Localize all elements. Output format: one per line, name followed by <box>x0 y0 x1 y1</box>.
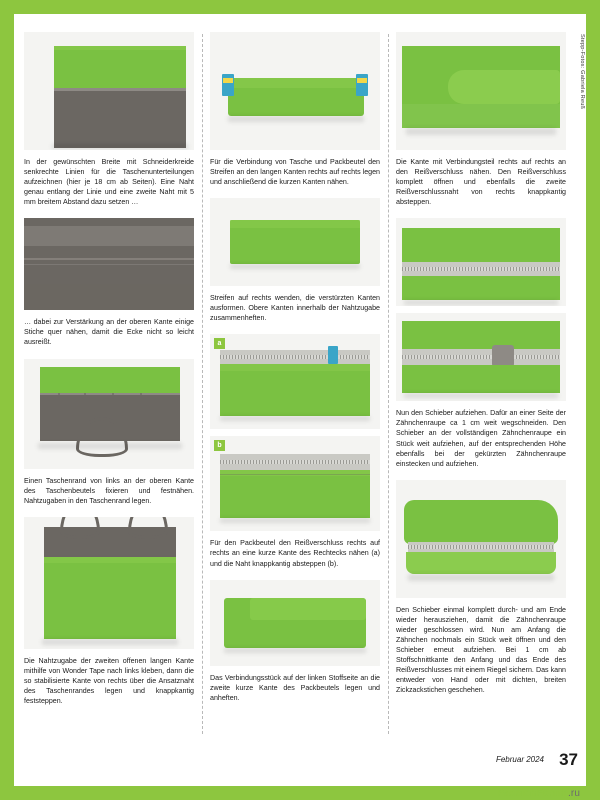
zipper-slider-icon <box>492 345 514 367</box>
photo-zipper-detail-top <box>396 218 566 306</box>
photo-strip-turned <box>210 198 380 286</box>
caption-2: … dabei zur Verstärkung an der oberen Kante einige Stiche quer nähen, damit die Ecke nicht so leicht ausreißt. <box>24 318 194 347</box>
caption-5: Für die Verbindung von Tasche und Packbeutel den Streifen an den langen Kanten rechts auf rechts legen und anschließend die kurzen Kanten nähen. <box>210 158 380 187</box>
page-border-left <box>0 0 14 800</box>
page-border-right <box>586 0 600 800</box>
photo-rolled-bag <box>396 32 566 150</box>
column-2 <box>210 32 380 714</box>
photo-connection-piece <box>210 580 380 666</box>
column-divider-2 <box>388 34 389 734</box>
photo-reinforcement-stitch <box>24 218 194 310</box>
photo-pocket-strip-pinned <box>24 359 194 469</box>
photo-zipper-detail-bottom <box>396 313 566 401</box>
photo-wonder-tape-bag <box>24 517 194 649</box>
step-badge-a: a <box>214 338 225 349</box>
column-3 <box>396 32 566 706</box>
photo-strip-clipped <box>210 32 380 150</box>
caption-7: Für den Packbeutel den Reißverschluss rechts auf rechts an eine kurze Kante des Rechtecks nähen (a) und die Naht knappkantig absteppen (b). <box>210 539 380 568</box>
caption-4: Die Nahtzugabe der zweiten offenen langen Kante mithilfe von Wonder Tape nach links kleben, dann die so stabilisierte Kante von rechts über die Ansatznaht des Taschenrandes legen und knappkantig feststeppen. <box>24 656 194 705</box>
issue-date: Februar 2024 <box>495 755 544 764</box>
brand-tld: .ru <box>568 788 580 799</box>
photo-zipper-step-b <box>210 436 380 531</box>
photo-zipper-step-a <box>210 334 380 429</box>
caption-3: Einen Taschenrand von links an der oberen Kante des Taschenbeutels fixieren und festnähen. Nahtzugaben in den Taschenrand legen. <box>24 476 194 505</box>
column-divider-1 <box>202 34 203 734</box>
page-number: 37 <box>559 750 578 769</box>
step-badge-b: b <box>214 440 225 451</box>
brand-watermark <box>497 788 580 799</box>
photo-fabric-marking <box>24 32 194 150</box>
caption-11: Den Schieber einmal komplett durch- und am Ende wieder herausziehen, damit die Zähnchenraupe wieder geschlossen wird. Nun am Anfang die Zähnchen nochmals ein Stück weit öffnen und den Schieber erneut aufziehen. Bei 1 cm ab Stoffschnittkante den Anfang und das Ende des Reißverschlusses mit einem Riegel sichern. Das kann entweder von Hand oder mit dichten, breiten Zickzackstichen geschehen. <box>396 605 566 695</box>
caption-8: Das Verbindungsstück auf der linken Stoffseite an die zweite kurze Kante des Packbeutels legen und anheften. <box>210 673 380 702</box>
caption-10: Nun den Schieber aufziehen. Dafür an einer Seite der Zähnchenraupe ca 1 cm weit wegschneiden. Den Schieber an der vollständigen Zähnchenraupe ein Stück weit aufziehen, auf der entsprechenden Höhe ebenfalls bei der gekürzten Zähnchenraupe einstecken und aufziehen. <box>396 409 566 468</box>
page-border-top <box>0 0 600 14</box>
caption-9: Die Kante mit Verbindungsteil rechts auf rechts an den Reißverschluss nähen. Den Reißverschluss komplett öffnen und ebenfalls die zweite Reißverschlussnaht von rechts knappkantig absteppen. <box>396 158 566 207</box>
caption-6: Streifen auf rechts wenden, die verstürzten Kanten ausformen. Obere Kanten innerhalb der Nahtzugabe zusammenheften. <box>210 294 380 323</box>
photo-finished-pouch <box>396 480 566 598</box>
caption-1: In der gewünschten Breite mit Schneiderkreide senkrechte Linien für die Taschenunterteilungen aufzeichnen (hier je 18 cm ab Seiten). Eine Naht genau entlang der Linie und eine zweite Naht mit 5 mm breitem Abstand dazu setzen … <box>24 158 194 207</box>
photo-credit: Stepp-Fotos: Gabriela Reuß <box>579 34 585 110</box>
brand-name: PassionForum <box>497 788 569 799</box>
page-content <box>14 14 586 786</box>
column-1 <box>24 32 194 717</box>
